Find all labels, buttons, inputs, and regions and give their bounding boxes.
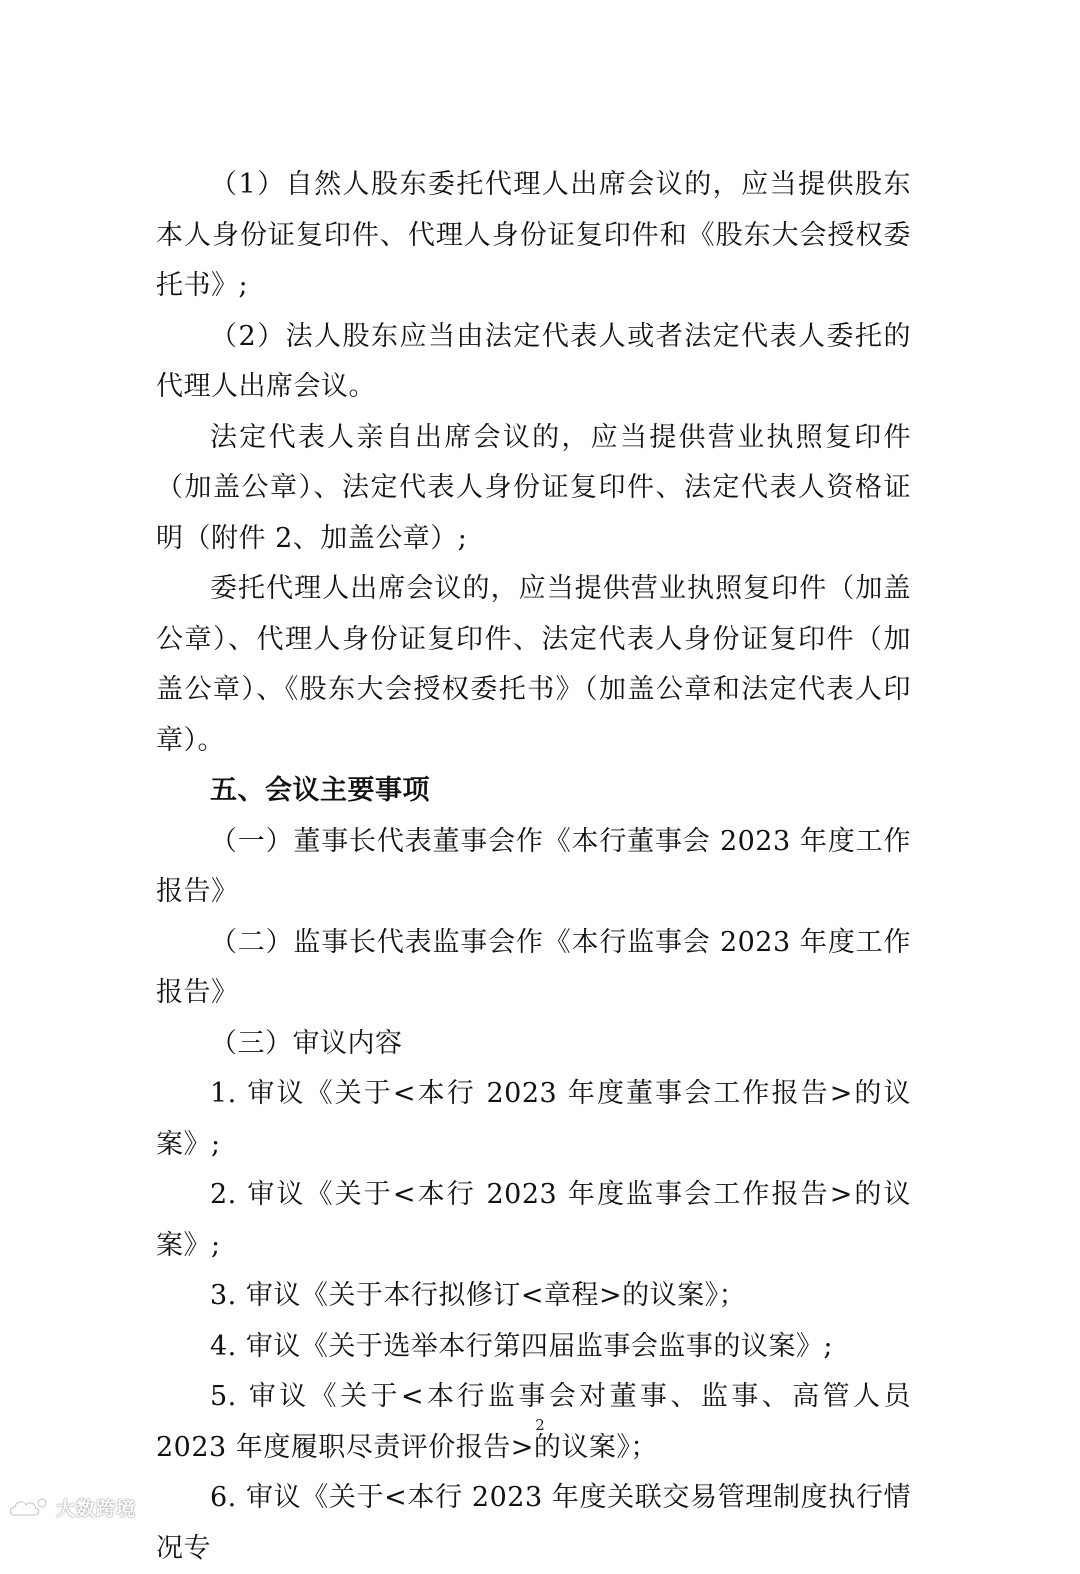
cloud-logo-icon <box>8 1495 52 1521</box>
page-number: 2 <box>535 1416 545 1434</box>
watermark-text: 大数跨境 <box>56 1498 137 1520</box>
list-item-1: 1. 审议《关于<本行 2023 年度董事会工作报告>的议案》; <box>156 1078 911 1160</box>
paragraph-supervisory-report: （二）监事长代表监事会作《本行监事会 2023 年度工作报告》 <box>156 926 911 1008</box>
list-item-4: 4. 审议《关于选举本行第四届监事会监事的议案》; <box>210 1330 833 1362</box>
paragraph-board-report: （一）董事长代表董事会作《本行董事会 2023 年度工作报告》 <box>156 825 911 907</box>
paragraph-legal-person: （2）法人股东应当由法定代表人或者法定代表人委托的代理人出席会议。 <box>156 320 911 402</box>
list-item-5: 5. 审议《关于<本行监事会对董事、监事、高管人员 2023 年度履职尽责评价报告>的议案》； <box>156 1381 911 1463</box>
list-item-2: 2. 审议《关于<本行 2023 年度监事会工作报告>的议案》; <box>156 1179 911 1261</box>
paragraph-proxy-attend: 委托代理人出席会议的，应当提供营业执照复印件（加盖公章）、代理人身份证复印件、法定代表人身份证复印件（加盖公章）、《股东大会授权委托书》（加盖公章和法定代表人印章）。 <box>156 573 911 756</box>
document-body <box>156 160 911 1574</box>
watermark <box>8 1494 136 1521</box>
paragraph-legal-rep-attend: 法定代表人亲自出席会议的，应当提供营业执照复印件（加盖公章）、法定代表人身份证复印件、法定代表人资格证明（附件 2、加盖公章）; <box>156 421 911 554</box>
section-heading-main-matters: 五、会议主要事项 <box>210 775 430 806</box>
list-item-6: 6. 审议《关于<本行 2023 年度关联交易管理制度执行情况专 <box>156 1482 911 1564</box>
list-item-3: 3. 审议《关于本行拟修订<章程>的议案》； <box>210 1280 747 1311</box>
paragraph-review-contents: （三）审议内容 <box>210 1027 403 1059</box>
paragraph-natural-person-proxy: （1）自然人股东委托代理人出席会议的，应当提供股东本人身份证复印件、代理人身份证复印件和《股东大会授权委托书》; <box>156 169 911 301</box>
